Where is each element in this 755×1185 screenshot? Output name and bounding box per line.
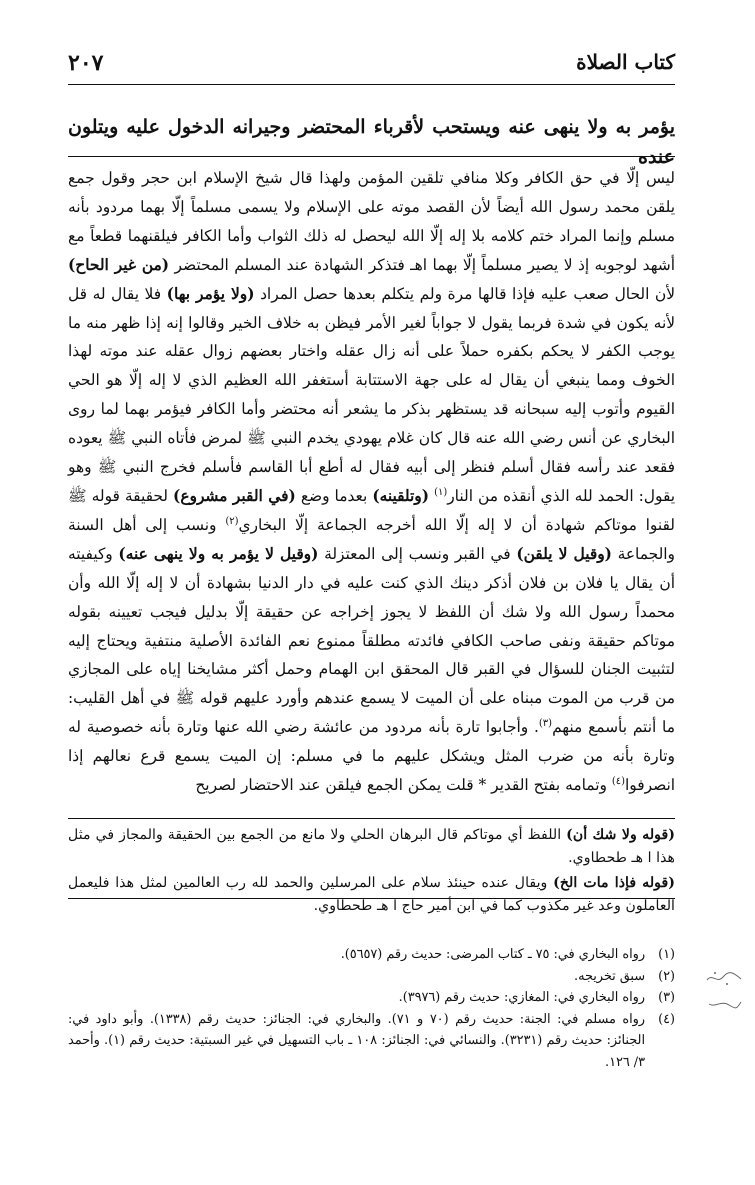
footnote-item xyxy=(68,944,675,966)
commentary-text: فلا يقال له قل لأنه يكون في شدة فربما يقول لا جواباً لغير الأمر فيظن به خلاف الخير وقالوا إنه إذا ظهر منه ما يوجب الكفر لا يحكم بكفره حملاً على أنه زال عقله واختار بعضهم زوال عقله عند موته لهذا الخوف ومما ينبغي أن يقال له على جهة الاستتابة أستغفر الله العظيم الذي لا إله إلّا هو الحي القيوم وأتوب إليه سبحانه قد يستظهر بذكر ما يشعر أنه محتضر وأما الكافر فيؤمر بهما لما روى البخاري عن أنس رضي الله عنه قال كان غلام يهودي يخدم النبي ﷺ لمرض فأتاه النبي ﷺ يعوده فقعد عند رأسه فقال أسلم فنظر إلى أبيه فقال له أطع أبا القاسم فأسلم فخرج النبي ﷺ وهو يقول: الحمد لله الذي أنقذه من النار xyxy=(68,284,676,505)
quoted-matn: (وقيل لا يؤمر به ولا ينهى عنه) xyxy=(118,544,319,563)
footnote-text: سبق تخريجه. xyxy=(574,968,645,984)
commentary-text: . وأجابوا تارة بأنه مردود من عائشة رضي الله عنها وتارة بأنه خصوصية له وتارة بأنه من ضرب المثل ويشكل عليهم ما في مسلم: إن الميت يسمع قرع نعالهم إذا انصرفوا xyxy=(68,718,675,795)
marginal-notes xyxy=(68,824,675,918)
footnote-marker: (٤) xyxy=(611,775,626,787)
marginal-note xyxy=(68,872,675,918)
note-text: ويقال عنده حينئذ سلام على المرسلين والحمد لله رب العالمين لمثل هذا فليعمل العاملون وعد غير مكذوب كما في ابن أمير حاج ا هـ طحطاوي. xyxy=(68,875,675,914)
footnotes xyxy=(68,944,675,1074)
quoted-matn: (وقيل لا يلقن) xyxy=(516,544,612,563)
note-lemma: (قوله فإذا مات الخ) xyxy=(553,875,676,891)
footnote-item xyxy=(68,987,675,1009)
commentary-text: وتمامه بفتح القدير * قلت يمكن الجمع فيلقن عند الاحتضار لصريح xyxy=(195,776,607,795)
running-head xyxy=(68,48,675,85)
chapter-title: كتاب الصلاة xyxy=(576,50,675,74)
commentary-body xyxy=(68,164,675,800)
note-text: اللفظ أي موتاكم قال البرهان الحلي ولا مانع من الجمع بين الحقيقة والمجاز في مثل هذا ا هـ طحطاوي. xyxy=(68,827,675,866)
hashiya-divider xyxy=(68,818,675,819)
commentary-text: لحقيقة قوله ﷺ لقنوا موتاكم شهادة أن لا إله إلّا الله أخرجه الجماعة إلّا البخاري xyxy=(68,486,675,534)
footnote-number: (٣) xyxy=(658,990,675,1006)
quoted-matn: (ولا يؤمر بها) xyxy=(166,284,255,303)
footnote-number: (٢) xyxy=(658,968,675,984)
footnote-marker: (٣) xyxy=(538,718,553,730)
footnote-item xyxy=(68,966,675,988)
commentary-text: بعدما وضع xyxy=(300,486,368,505)
matn-text xyxy=(68,112,675,172)
commentary-text: لأن الحال صعب عليه فإذا قالها مرة ولم يتكلم بعدها حصل المراد xyxy=(260,284,675,303)
footnote-text: رواه مسلم في: الجنة: حديث رقم (٧٠ و ٧١). والبخاري في: الجنائز: حديث رقم (١٣٣٨). وأبو داود في: الجنائز: حديث رقم (٣٢٣١). والنسائي في: الجنائز: ١٠٨ ـ باب التسهيل في غير السبتية: حديث رقم (١). وأحمد ٣/ ١٢٦. xyxy=(68,1011,646,1070)
commentary-text: ليس إلّا في حق الكافر وكلا منافي تلقين المؤمن ولهذا قال شيخ الإسلام ابن حجر وقول جمع يلقن محمد رسول الله أيضاً لأن القصد موته على الإسلام ولا يسمى مسلماً إلّا بهما مردود بأنه مسلم وإنما المراد ختم كلامه بلا إله إلّا الله ليحصل له ذلك الثواب وأما الكافر فيلقنهما قطعاً مع أشهد لوجوبه إذ لا يصير مسلماً إلّا بهما اهـ فتذكر الشهادة عند المسلم المحتضر xyxy=(68,169,675,274)
matn-divider xyxy=(68,156,675,157)
footnote-marker: (٢) xyxy=(225,515,239,527)
footnote-number: (٤) xyxy=(658,1011,675,1027)
margin-scribble-icon xyxy=(703,968,745,988)
commentary-text: ونسب إلى أهل السنة والجماعة xyxy=(68,515,675,563)
matn-line: يؤمر به ولا ينهى عنه ويستحب لأقرباء المحتضر وجيرانه الدخول عليه ويتلون عنده xyxy=(68,116,675,168)
marginal-note xyxy=(68,824,675,870)
footnote-text: رواه البخاري في: المغازي: حديث رقم (٣٩٧٦). xyxy=(398,990,645,1006)
footnote-number: (١) xyxy=(658,947,675,962)
page-number: ٢٠٧ xyxy=(68,50,104,76)
footnote-marker: (١) xyxy=(434,486,448,498)
margin-scribble-icon xyxy=(703,994,745,1014)
commentary-paragraph xyxy=(68,164,675,800)
footnote-text: رواه البخاري في: ٧٥ ـ كتاب المرضى: حديث رقم (٥٦٥٧). xyxy=(340,947,645,962)
footnote-item xyxy=(68,1009,675,1074)
note-lemma: (قوله ولا شك أن) xyxy=(566,827,676,843)
quoted-matn: (في القبر مشروع) xyxy=(173,486,296,505)
quoted-matn: (وتلقينه) xyxy=(372,486,430,505)
commentary-text: وكيفيته أن يقال يا فلان بن فلان أذكر دينك الذي كنت عليه في دار الدنيا بشهادة أن لا إله إلّا الله وأن محمداً رسول الله ولا شك أن اللفظ لا يجوز إخراجه عن حقيقة إلّا بدليل فيجب تعيينه بقوله موتاكم حقيقة ونفى صاحب الكافي فائدته مطلقاً ممنوع نعم الفائدة الأصلية منتفية ويحتاج إليه لتثبيت الجنان للسؤال في القبر قال المحقق ابن الهمام وحمل أكثر مشايخنا إياه على المجازي من قرب من الموت مبناه على أن الميت لا يسمع عندهم وأورد عليهم قوله ﷺ في أهل القليب: ما أنتم بأسمع منهم xyxy=(68,544,675,737)
quoted-matn: (من غير الحاح) xyxy=(68,255,170,274)
notes-divider xyxy=(68,898,675,899)
commentary-text: في القبر ونسب إلى المعتزلة xyxy=(324,544,511,563)
